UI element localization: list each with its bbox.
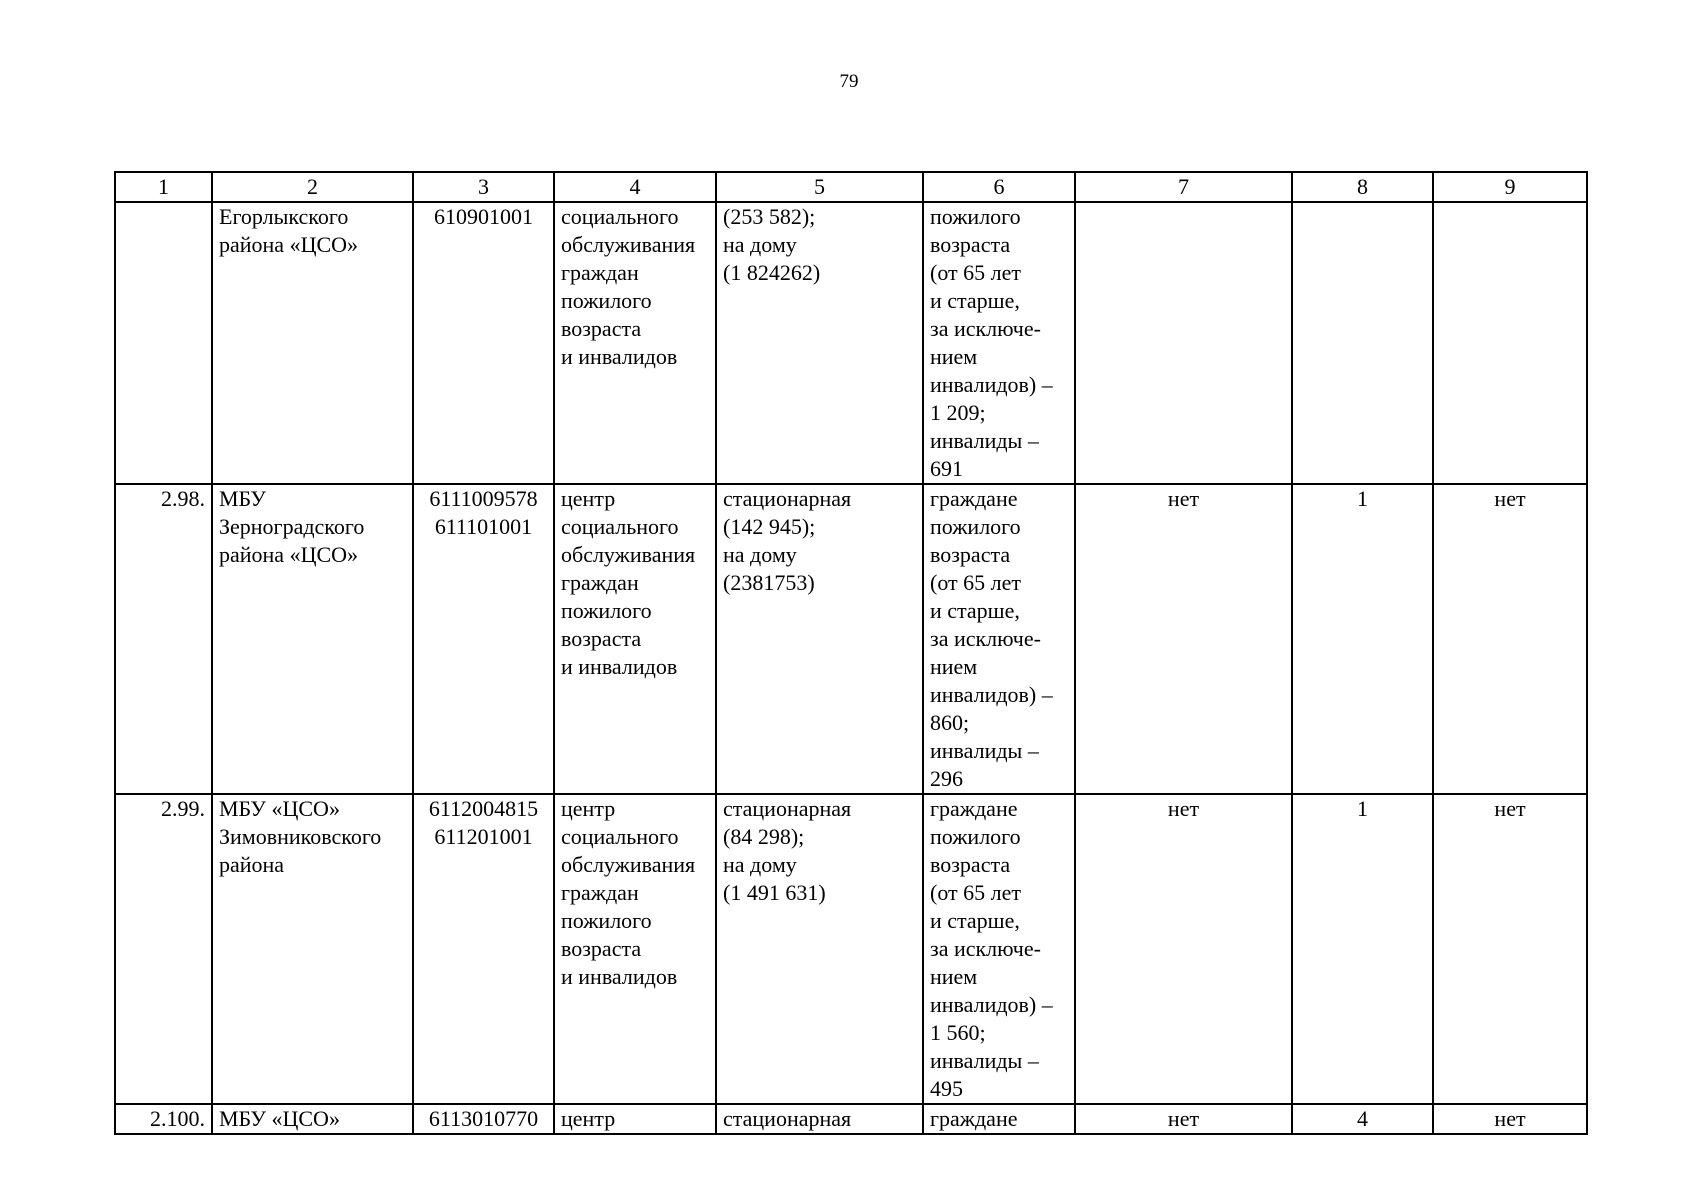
cell-line: граждан <box>561 570 639 595</box>
column-header-4: 4 <box>554 172 716 202</box>
cell-line: центр <box>561 796 616 821</box>
cell-line: нием <box>930 964 978 989</box>
cell-col7 <box>1075 794 1292 1104</box>
cell-line: 2.98. <box>161 486 205 511</box>
cell-line: на дому <box>723 232 797 257</box>
cell-line: (от 65 лет <box>930 880 1022 905</box>
cell-col8 <box>1292 1104 1433 1134</box>
cell-line: (253 582); <box>723 204 816 229</box>
column-header-3: 3 <box>413 172 554 202</box>
cell-line: нет <box>1494 1106 1526 1131</box>
cell-line: пожилого <box>930 514 1021 539</box>
cell-col8 <box>1292 794 1433 1104</box>
cell-line: МБУ «ЦСО» <box>219 1106 340 1131</box>
cell-col9 <box>1433 202 1587 484</box>
cell-col8 <box>1292 202 1433 484</box>
column-header-9: 9 <box>1433 172 1587 202</box>
cell-col7 <box>1075 202 1292 484</box>
cell-number <box>115 794 212 1104</box>
cell-recipients <box>923 202 1075 484</box>
cell-col9 <box>1433 484 1587 794</box>
column-header-8: 8 <box>1292 172 1433 202</box>
cell-line: нием <box>930 344 978 369</box>
cell-line: обслуживания <box>561 852 696 877</box>
cell-line: и инвалидов <box>561 654 678 679</box>
column-header-2: 2 <box>212 172 413 202</box>
cell-line: возраста <box>561 626 642 651</box>
cell-recipients <box>923 484 1075 794</box>
cell-line: 6112004815 <box>428 796 539 821</box>
cell-service-form <box>716 1104 923 1134</box>
cell-line: на дому <box>723 852 797 877</box>
cell-line: пожилого <box>930 204 1021 229</box>
cell-number <box>115 1104 212 1134</box>
cell-line: (от 65 лет <box>930 570 1022 595</box>
cell-line: 1 <box>1357 486 1368 511</box>
cell-line: социального <box>561 514 679 539</box>
cell-line: (1 824262) <box>723 260 821 285</box>
cell-line: и старше, <box>930 598 1020 623</box>
cell-line: нет <box>1167 1106 1200 1131</box>
cell-line: обслуживания <box>561 542 696 567</box>
cell-col9 <box>1433 1104 1587 1134</box>
cell-line: и старше, <box>930 288 1020 313</box>
cell-line: 4 <box>1357 1106 1368 1131</box>
cell-line: граждане <box>930 1106 1018 1131</box>
table-header-row <box>115 172 1587 202</box>
cell-line: инвалиды – <box>930 1048 1039 1073</box>
cell-line: (84 298); <box>723 824 805 849</box>
cell-line: обслуживания <box>561 232 696 257</box>
cell-codes <box>413 1104 554 1134</box>
cell-line: 6113010770 <box>428 1106 539 1131</box>
cell-number <box>115 202 212 484</box>
cell-line: социального <box>561 204 679 229</box>
column-header-7: 7 <box>1075 172 1292 202</box>
table-row-2-98 <box>115 484 1587 794</box>
cell-line: стационарная <box>723 486 852 511</box>
cell-line: пожилого <box>561 598 652 623</box>
cell-line: и инвалидов <box>561 344 678 369</box>
cell-line: 1 209; <box>930 400 986 425</box>
cell-line: инвалидов) – <box>930 992 1053 1017</box>
cell-line: 610901001 <box>434 204 533 229</box>
cell-line: (2381753) <box>723 570 815 595</box>
cell-line: 691 <box>930 456 963 481</box>
cell-line: инвалиды – <box>930 428 1039 453</box>
cell-service-form <box>716 202 923 484</box>
cell-line: района «ЦСО» <box>219 232 359 257</box>
table-row-continued <box>115 202 1587 484</box>
cell-line: возраста <box>930 232 1011 257</box>
cell-line: района <box>219 852 285 877</box>
cell-line: Зерноградского <box>219 514 365 539</box>
cell-line: (1 491 631) <box>723 880 826 905</box>
cell-line: за исключе- <box>930 316 1041 341</box>
cell-col7 <box>1075 484 1292 794</box>
cell-line: пожилого <box>930 824 1021 849</box>
cell-line: и старше, <box>930 908 1020 933</box>
cell-line: 2.100. <box>150 1106 205 1131</box>
cell-line: возраста <box>930 542 1011 567</box>
cell-line: центр <box>561 1106 616 1131</box>
column-header-6: 6 <box>923 172 1075 202</box>
cell-organization <box>212 794 413 1104</box>
cell-line: 2.99. <box>161 796 205 821</box>
cell-line: 1 560; <box>930 1020 986 1045</box>
cell-col9 <box>1433 794 1587 1104</box>
cell-line: граждане <box>930 486 1018 511</box>
cell-recipients <box>923 1104 1075 1134</box>
cell-service-form <box>716 794 923 1104</box>
cell-line: (от 65 лет <box>930 260 1022 285</box>
cell-type <box>554 1104 716 1134</box>
cell-line: 860; <box>930 710 970 735</box>
cell-line: 495 <box>930 1076 963 1101</box>
registry-table <box>114 171 1588 1135</box>
cell-line: 1 <box>1357 796 1368 821</box>
cell-codes <box>413 484 554 794</box>
cell-type <box>554 202 716 484</box>
cell-line: Егорлыкского <box>219 204 349 229</box>
cell-line: граждане <box>930 796 1018 821</box>
cell-line: возраста <box>561 936 642 961</box>
cell-recipients <box>923 794 1075 1104</box>
cell-line: Зимовниковского <box>219 824 382 849</box>
page-number: 79 <box>839 71 859 92</box>
cell-line: и инвалидов <box>561 964 678 989</box>
cell-service-form <box>716 484 923 794</box>
cell-line: МБУ <box>219 486 266 511</box>
cell-line: нет <box>1167 796 1200 821</box>
cell-line: социального <box>561 824 679 849</box>
cell-line: пожилого <box>561 288 652 313</box>
cell-type <box>554 484 716 794</box>
cell-line: центр <box>561 486 616 511</box>
cell-line: граждан <box>561 260 639 285</box>
cell-line: 296 <box>930 766 963 791</box>
cell-line: за исключе- <box>930 936 1041 961</box>
cell-line: нет <box>1167 486 1200 511</box>
cell-line: граждан <box>561 880 639 905</box>
column-header-5: 5 <box>716 172 923 202</box>
cell-type <box>554 794 716 1104</box>
cell-organization <box>212 202 413 484</box>
cell-codes <box>413 794 554 1104</box>
cell-line: 611101001 <box>434 514 533 539</box>
cell-line: за исключе- <box>930 626 1041 651</box>
cell-line: района «ЦСО» <box>219 542 359 567</box>
cell-line: возраста <box>561 316 642 341</box>
cell-line: нет <box>1494 796 1526 821</box>
cell-col7 <box>1075 1104 1292 1134</box>
cell-line: возраста <box>930 852 1011 877</box>
cell-line: 6111009578 <box>429 486 538 511</box>
cell-line: инвалиды – <box>930 738 1039 763</box>
cell-line: МБУ «ЦСО» <box>219 796 340 821</box>
cell-line: 611201001 <box>434 824 533 849</box>
table-row-2-99 <box>115 794 1587 1104</box>
cell-number <box>115 484 212 794</box>
cell-line: инвалидов) – <box>930 682 1053 707</box>
cell-codes <box>413 202 554 484</box>
cell-organization <box>212 484 413 794</box>
cell-col8 <box>1292 484 1433 794</box>
cell-line: инвалидов) – <box>930 372 1053 397</box>
cell-line: стационарная <box>723 796 852 821</box>
cell-line: стационарная <box>723 1106 852 1131</box>
cell-line: нием <box>930 654 978 679</box>
cell-line: пожилого <box>561 908 652 933</box>
cell-line: нет <box>1494 486 1526 511</box>
cell-organization <box>212 1104 413 1134</box>
cell-line: (142 945); <box>723 514 816 539</box>
table-row-2-100 <box>115 1104 1587 1134</box>
column-header-1: 1 <box>115 172 212 202</box>
cell-line: на дому <box>723 542 797 567</box>
